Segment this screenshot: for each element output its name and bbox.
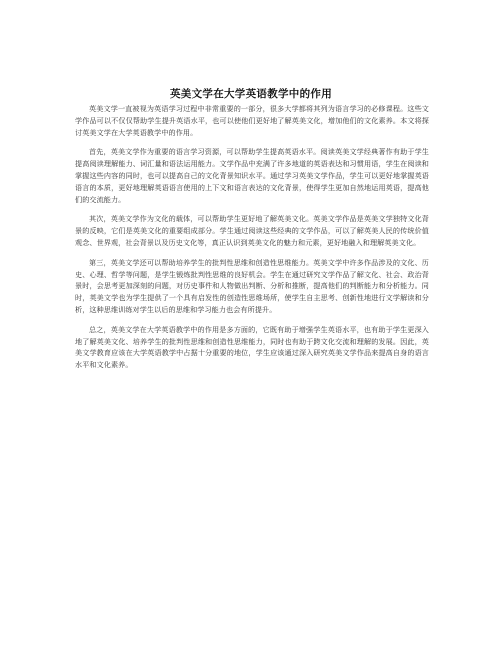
paragraph-critical-thinking: 第三，英美文学还可以帮助培养学生的批判性思维和创造性思维能力。英美文学中许多作品涉及的文化、历史、心理、哲学等问题，是学生锻炼批判性思维的良好机会。学生在通过研究文学作品了解文化、社会、政治背景时，会思考更加深刻的问题，对历史事件和人物做出判断、分析和推断，提高他们的判断能力和分析能力。同时，英美文学也为学生提供了一个具有启发性的创造性思维场所，使学生自主思考、创新性地进行文学解读和分析，这种思维训练对学生以后的思维和学习能力也会有所提升。	[75, 257, 429, 314]
paragraph-intro: 英美文学一直被视为英语学习过程中非常重要的一部分，很多大学都将其列为语言学习的必修课程。这些文学作品可以不仅仅帮助学生提升英语水平，也可以使他们更好地了解英美文化，增加他们的文化素养。本文将探讨英美文学在大学英语教学中的作用。	[75, 104, 429, 137]
paragraph-language-learning: 首先，英美文学作为重要的语言学习资源，可以帮助学生提高英语水平。阅读英美文学经典著作有助于学生提高阅读理解能力、词汇量和语法运用能力。文学作品中充满了许多地道的英语表达和习惯用语，学生在阅读和掌握这些内容的同时，也可以提高自己的文化背景知识水平。通过学习英美文学作品，学生可以更好地掌握英语语言的本质，更好地理解英语语言使用的上下文和语言表达的文化背景，使得学生更加自然地运用英语，提高他们的交流能力。	[75, 147, 429, 204]
document-body	[75, 103, 429, 379]
paragraph-conclusion: 总之，英美文学在大学英语教学中的作用是多方面的，它既有助于增强学生英语水平，也有助于学生更深入地了解英美文化、培养学生的批判性思维和创造性思维能力，同时也有助于跨文化交流和理解的发展。因此，英美文学教育应该在大学英语教学中占据十分重要的地位，学生应该通过深入研究英美文学作品来提高自身的语言水平和文化素养。	[75, 324, 429, 370]
document-title: 英美文学在大学英语教学中的作用	[170, 88, 332, 101]
paragraph-culture: 其次，英美文学作为文化的载体，可以帮助学生更好地了解英美文化。英美文学作品是英美文学独特文化背景的反映，它们是英美文化的重要组成部分。学生通过阅读这些经典的文学作品，可以了解英美人民的传统价值观念、世界观，社会背景以及历史文化等，真正认识到英美文化的魅力和元素，更好地融入和理解英美文化。	[75, 214, 429, 247]
